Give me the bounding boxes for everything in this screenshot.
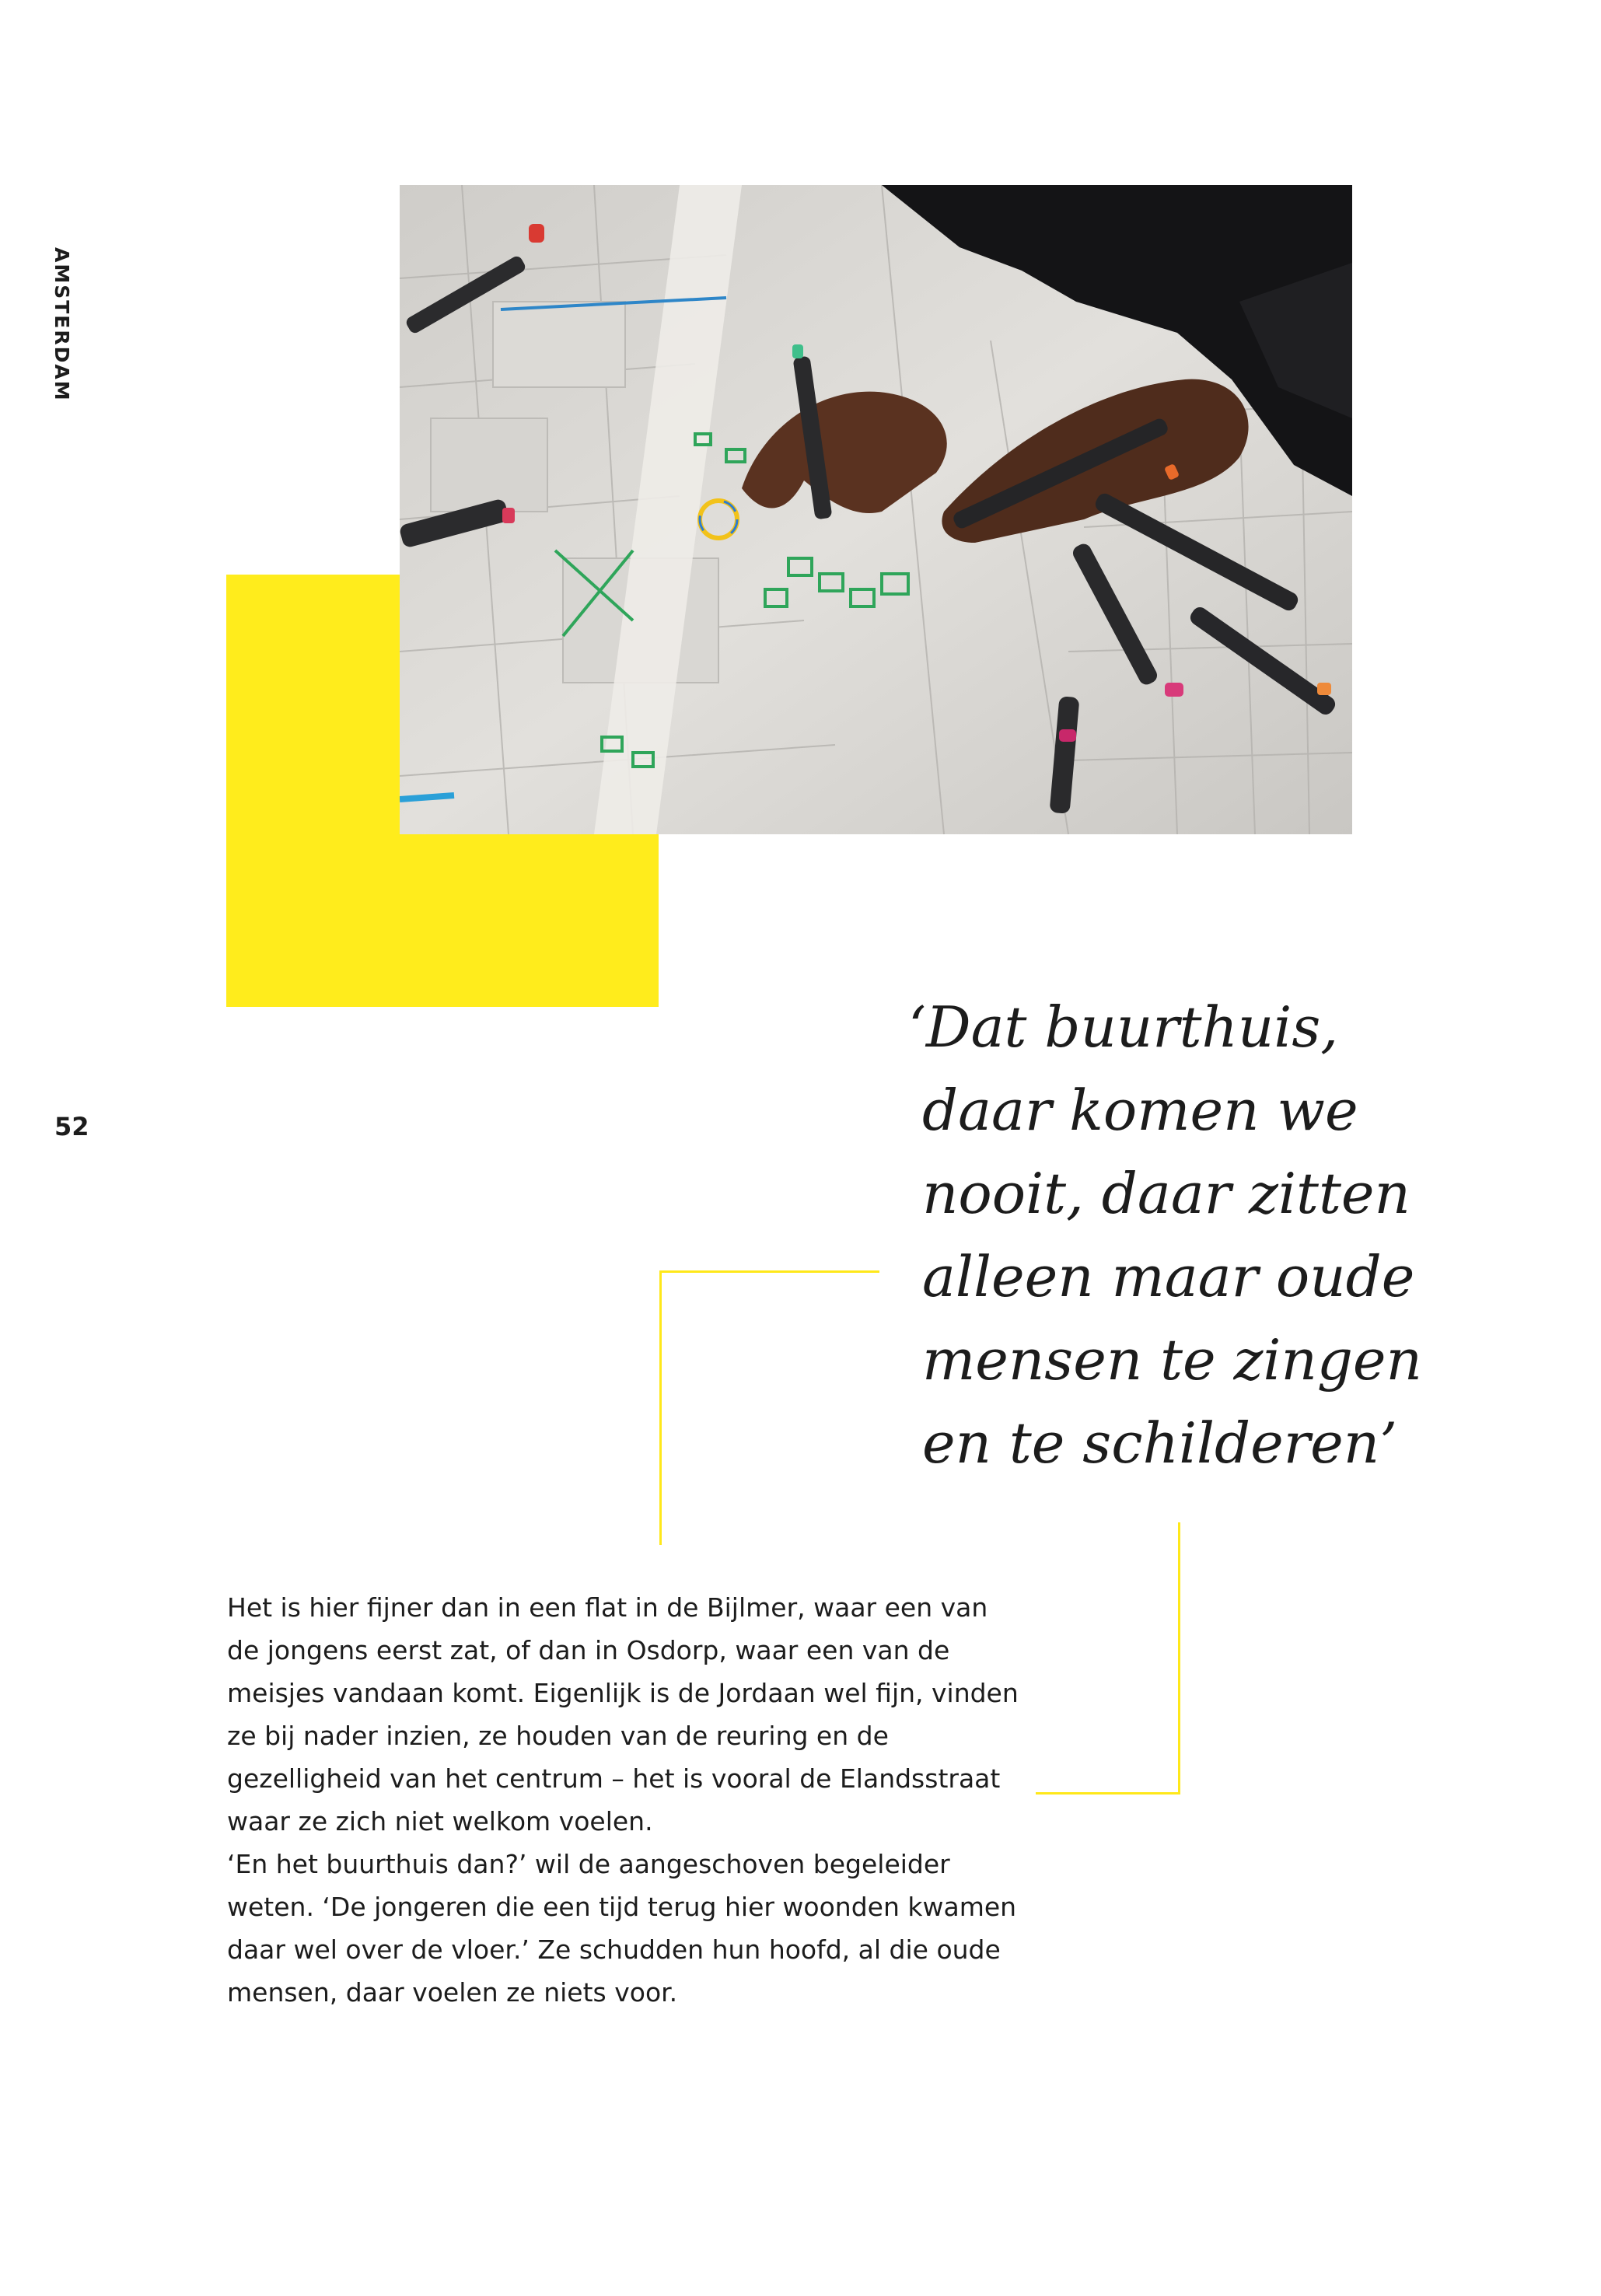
page-number: 52 [54,1112,89,1141]
yellow-bracket-top-left [659,1270,879,1545]
pull-quote-line: mensen te zingen [922,1327,1422,1393]
body-text [227,1586,1028,2014]
pull-quote-line: nooit, daar zitten [922,1161,1410,1226]
photo-illustration [400,185,1352,834]
pull-quote-line: ‘Dat buurthuis, [908,994,1339,1060]
pull-quote [908,986,1452,1485]
body-paragraph: Het is hier fijner dan in een flat in de Bijlmer, waar een van de jongens eerst zat, of dan in Osdorp, waar een van de meisjes vandaan komt. Eigenlijk is de Jordaan wel fijn, vinden ze bij nader inzien, ze houden van de reuring en de gezelligheid van het centrum – het is vooral de Elandsstraat waar ze zich niet welkom voelen. [227,1592,1019,1836]
yellow-bracket-bottom-right [1036,1522,1180,1795]
body-paragraph: ‘En het buurthuis dan?’ wil de aangeschoven begeleider weten. ‘De jongeren die een tijd terug hier woonden kwamen daar wel over de vloer.’ Ze schudden hun hoofd, al die oude mensen, daar voelen ze niets voor. [227,1849,1017,2008]
pull-quote-line: en te schilderen’ [922,1410,1397,1476]
section-label [42,247,73,418]
pull-quote-line: daar komen we [922,1078,1358,1143]
photo-drawing-on-map [400,185,1352,834]
section-label-text: AMSTERDAM [51,247,73,402]
pull-quote-line: alleen maar oude [922,1244,1415,1309]
